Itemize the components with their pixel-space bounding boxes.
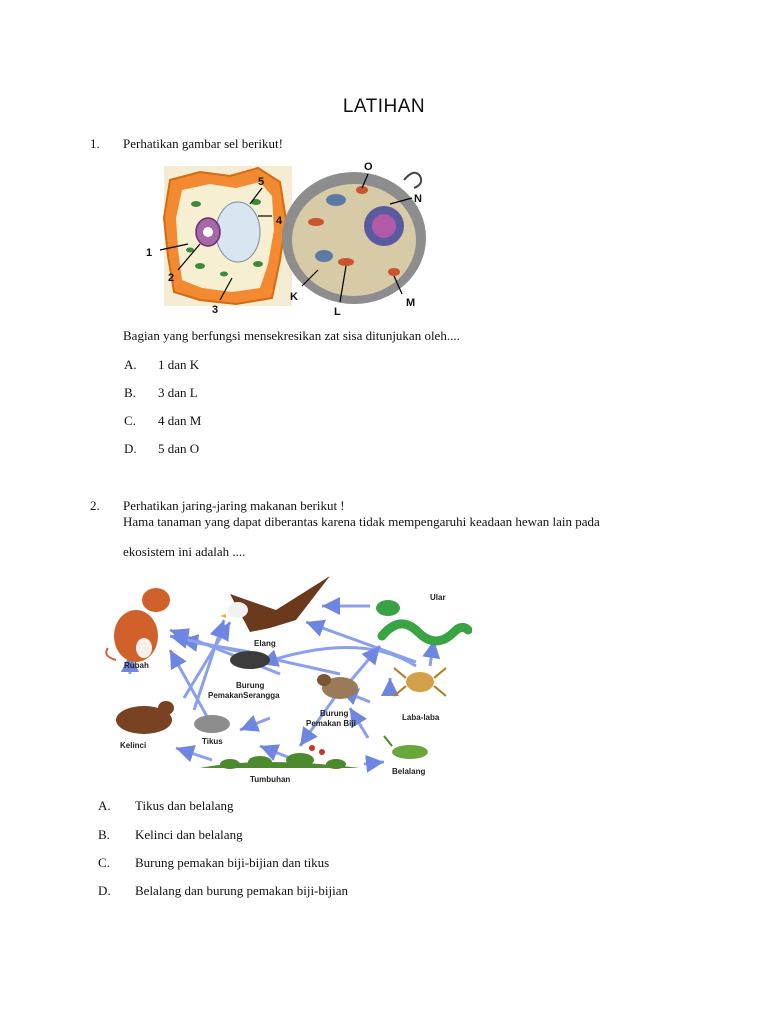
food-web-label: Laba-laba bbox=[402, 713, 440, 722]
q1-option-letter: A. bbox=[124, 357, 137, 372]
food-web-label: Tikus bbox=[202, 737, 223, 746]
fig-label: 5 bbox=[258, 176, 265, 188]
q2-option-letter: C. bbox=[98, 855, 110, 870]
q1-number: 1. bbox=[90, 136, 100, 151]
q2-option-letter: B. bbox=[98, 827, 110, 842]
q2-option-letter: D. bbox=[98, 883, 111, 898]
fig-label: L bbox=[334, 306, 341, 318]
q2-line2: Hama tanaman yang dapat diberantas karena tidak mempengaruhi keadaan hewan lain pada bbox=[123, 514, 600, 529]
food-web-label: Tumbuhan bbox=[250, 775, 291, 784]
q1-option-b: 3 dan L bbox=[158, 385, 198, 400]
q2-option-a: Tikus dan belalang bbox=[135, 798, 234, 813]
food-web-label: Ular bbox=[430, 593, 446, 602]
q2-number: 2. bbox=[90, 498, 100, 513]
q1-prompt: Perhatikan gambar sel berikut! bbox=[123, 136, 283, 151]
q1-option-letter: C. bbox=[124, 413, 136, 428]
q2-option-d: Belalang dan burung pemakan biji-bijian bbox=[135, 883, 348, 898]
food-web-label: Rubah bbox=[124, 661, 149, 670]
fig-label: 3 bbox=[212, 304, 219, 316]
q2-prompt: Perhatikan jaring-jaring makanan berikut ! bbox=[123, 498, 345, 513]
q1-question: Bagian yang berfungsi mensekresikan zat sisa ditunjukan oleh.... bbox=[123, 328, 460, 343]
food-web-figure bbox=[100, 570, 472, 793]
food-web-label: Burung bbox=[236, 681, 265, 690]
fig-label: O bbox=[364, 161, 373, 173]
fig-label: N bbox=[414, 193, 422, 205]
food-web-label: Pemakan Biji bbox=[306, 719, 356, 728]
q2-option-c: Burung pemakan biji-bijian dan tikus bbox=[135, 855, 330, 870]
food-web-label: Kelinci bbox=[120, 741, 147, 750]
q2-option-letter: A. bbox=[98, 798, 111, 813]
q1-option-c: 4 dan M bbox=[158, 413, 202, 428]
q1-option-a: 1 dan K bbox=[158, 357, 200, 372]
fig-label: M bbox=[406, 297, 416, 309]
fig-label: 2 bbox=[168, 272, 175, 284]
fig-label: 4 bbox=[276, 215, 283, 227]
food-web-label: Belalang bbox=[392, 767, 426, 776]
page-title: LATIHAN bbox=[342, 96, 426, 117]
cell-figure bbox=[140, 160, 430, 325]
food-web-label: PemakanSerangga bbox=[208, 691, 280, 700]
food-web-label: Burung bbox=[320, 709, 349, 718]
q2-option-b: Kelinci dan belalang bbox=[135, 827, 243, 842]
fig-label: K bbox=[290, 291, 298, 303]
q1-option-letter: D. bbox=[124, 441, 137, 456]
q2-line3: ekosistem ini adalah .... bbox=[123, 544, 246, 559]
food-web-label: Elang bbox=[254, 639, 276, 648]
fig-label: 1 bbox=[146, 247, 153, 259]
q1-option-d: 5 dan O bbox=[158, 441, 200, 456]
q1-option-letter: B. bbox=[124, 385, 136, 400]
